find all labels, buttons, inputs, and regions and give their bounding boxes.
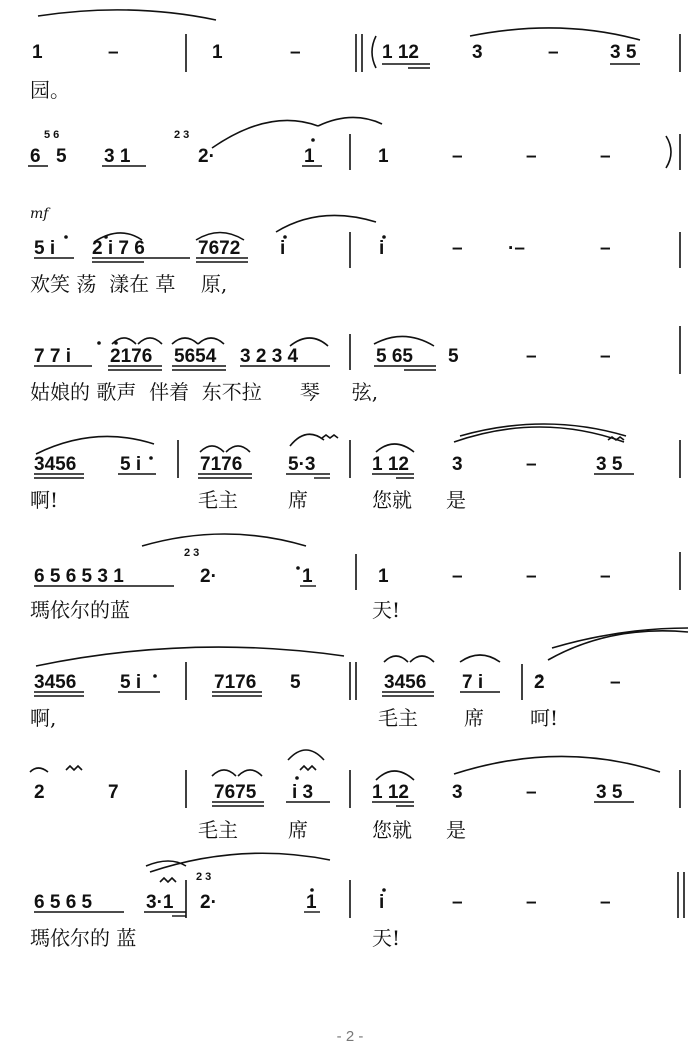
lyric: 毛主 [198,818,238,842]
grace-notes: 2 3 [184,547,200,559]
lyric: 您就 [372,488,412,512]
note-group: 5 i [34,238,56,259]
lyric: 毛主 [378,706,418,730]
note-group: 3 5 [610,42,637,63]
note-group: 1 12 [382,42,419,63]
dash: – [526,892,537,913]
note-group: 3456 [34,672,77,693]
note: 1 [302,566,313,587]
lyric: 天! [372,926,401,950]
note-group: 3 2 3 4 [240,346,299,367]
note: i [379,892,385,913]
note-group: 5 65 [376,346,413,367]
dash: ·– [508,238,525,259]
lyric: 席 [464,706,484,730]
lyric: 瑪依尔的 蓝 [30,926,137,950]
note: 2· [198,146,215,167]
dash: – [452,566,463,587]
note: 1 [32,42,43,63]
lyric: 呵! [530,706,559,730]
dash: – [526,566,537,587]
note: 2· [200,892,217,913]
note-group: 5 i [120,672,142,693]
note-group: i 3 [292,782,314,803]
note: 1 [378,146,389,167]
note: 3 [472,42,483,63]
lyric: 姑娘的 歌声 伴着 东不拉 琴 弦, [30,380,379,404]
note-group: 3456 [34,454,77,475]
dash: – [452,238,463,259]
lyric: 啊, [30,706,57,730]
dash: – [548,42,559,63]
lyric: 欢笑 荡 漾在 草 原, [30,272,228,296]
note-group: 3·1 [146,892,174,913]
note: i [280,238,286,259]
note-group: 7176 [200,454,243,475]
note-group: 3456 [384,672,427,693]
note: 1 [212,42,223,63]
note-group: 7176 [214,672,257,693]
lyric: 毛主 [198,488,238,512]
dash: – [452,146,463,167]
note-group: 3 5 [596,454,623,475]
dash: – [600,238,611,259]
note: 5 [448,346,459,367]
dash: – [452,892,463,913]
lyric: 啊! [30,488,59,512]
note: 5 [290,672,301,693]
dash: – [600,566,611,587]
note: 1 [306,892,317,913]
note-group: 3 1 [104,146,131,167]
grace-notes: 2 3 [196,871,212,883]
dash: – [600,146,611,167]
dash: – [600,346,611,367]
lyric: 您就 [372,818,412,842]
note: 7 [108,782,119,803]
lyric: 是 [446,488,466,512]
dash: – [610,672,621,693]
dash: – [526,146,537,167]
note: 6 [30,146,41,167]
lyric: 席 [288,818,308,842]
note-group: 2 i 7 6 [92,238,145,259]
note-group: 5654 [174,346,217,367]
note-group: 7675 [214,782,257,803]
grace-notes: 5 6 [44,129,60,141]
note-group: 7672 [198,238,241,259]
note-group: 7 7 i [34,346,71,367]
dash: – [526,346,537,367]
note: i [379,238,385,259]
note-group: 3 5 [596,782,623,803]
dynamic-marking: mf [30,206,49,222]
note: 1 [304,146,315,167]
dash: – [526,782,537,803]
dash: – [108,42,119,63]
note: 3 [452,454,463,475]
note: 2 [534,672,545,693]
note-group: 2176 [110,346,153,367]
lyric: 瑪依尔的蓝 [30,598,130,622]
page-number: - 2 - [336,1028,364,1045]
dash: – [600,892,611,913]
grace-notes: 2 3 [174,129,190,141]
note-group: 7 i [462,672,484,693]
note: 2 [34,782,45,803]
note: 3 [452,782,463,803]
lyric: 席 [288,488,308,512]
note: 2· [200,566,217,587]
dash: – [290,42,301,63]
note-group: 5 i [120,454,142,475]
note-group: 1 12 [372,454,409,475]
note-group: 1 12 [372,782,409,803]
note-group: 5·3 [288,454,316,475]
dash: – [526,454,537,475]
lyric: 园。 [30,78,70,102]
lyric: 天! [372,598,401,622]
note-group: 6 5 6 5 [34,892,93,913]
note: 5 [56,146,67,167]
lyric: 是 [446,818,466,842]
note: 1 [378,566,389,587]
note-group: 6 5 6 5 3 1 [34,566,124,587]
